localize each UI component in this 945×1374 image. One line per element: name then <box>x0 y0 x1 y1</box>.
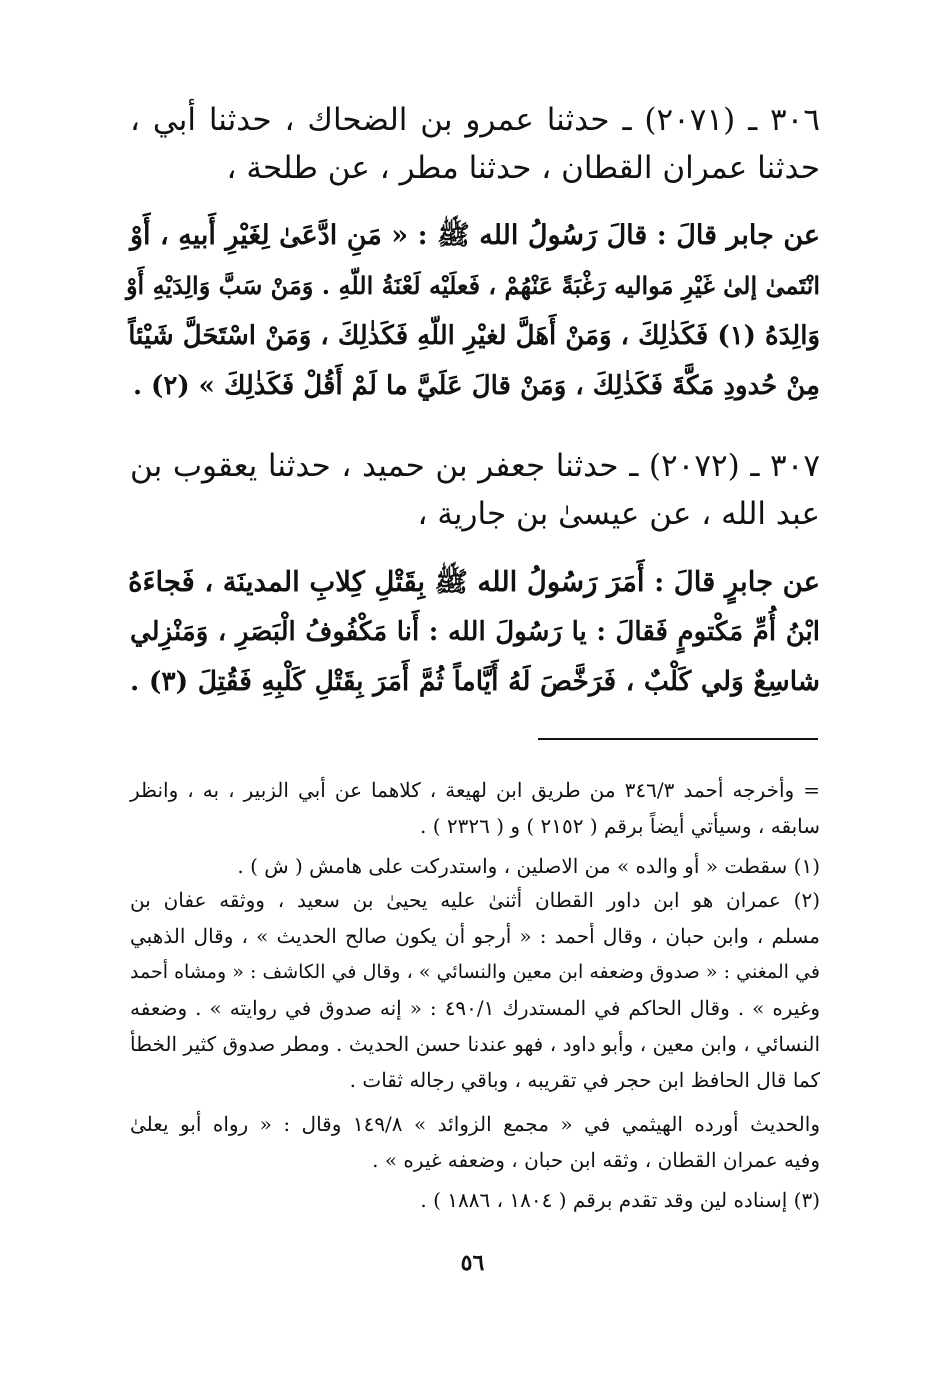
footnote-2-line-2: مسلم ، وابن حبان ، وقال أحمد : « أرجو أن يكون صالح الحديث » ، وقال الذهبي <box>130 924 820 948</box>
hadith-307-text-line-3: شاسِعٌ وَلي كَلْبٌ ، فَرَخَّصَ لَهُ أَيَّاماً ثُمَّ أَمَرَ بِقَتْلِ كَلْبِهِ فَقُتِلَ (٣) . <box>130 666 820 697</box>
footnote-separator <box>538 738 818 740</box>
page-number: ٥٦ <box>460 1250 485 1276</box>
footnote-2-line-1: (٢) عمران هو ابن داور القطان أثنىٰ عليه يحيىٰ بن سعيد ، ووثقه عفان بن <box>130 888 820 912</box>
hadith-306-text-line-1: عن جابر قالَ : قالَ رَسُولُ الله ﷺ : « مَنِ ادَّعَىٰ لِغَيْرِ أَبيهِ ، أَوْ <box>130 220 820 251</box>
hadith-307-text-line-2: ابْنُ أُمِّ مَكْتومٍ فَقالَ : يا رَسُولَ الله : أَنا مَكْفُوفُ الْبَصَرِ ، وَمَنْزِلي <box>130 617 820 647</box>
hadith-307-text-line-1: عن جابرٍ قالَ : أَمَرَ رَسُولُ الله ﷺ بِقَتْلِ كِلابِ المدينَة ، فَجاءَهُ <box>128 566 820 598</box>
hadith-306-text-line-3: وَالِدَهُ (١) فَكَذٰلِكَ ، وَمَنْ أَهَلَّ لغيْرِ اللّهِ فَكَذٰلِكَ ، وَمَنْ اسْتَحَلَّ شَيْئاً <box>128 321 820 351</box>
hadith-306-isnad-line-2: حدثنا عمران القطان ، حدثنا مطر ، عن طلحة ، <box>226 150 820 186</box>
footnote-2-line-4: وغيره » . وقال الحاكم في المستدرك ٤٩٠/١ : « إنه صدوق في روايته » . وضعفه <box>130 996 820 1020</box>
footnote-2-line-5: النسائي ، وابن معين ، وأبو داود ، فهو عندنا حسن الحديث . ومطر صدوق كثير الخطأ <box>130 1032 820 1056</box>
footnote-2-line-7: والحديث أورده الهيثمي في « مجمع الزوائد » ١٤٩/٨ وقال : « رواه أبو يعلىٰ <box>130 1112 820 1136</box>
footnote-2-line-6: كما قال الحافظ ابن حجر في تقريبه ، وباقي رجاله ثقات . <box>349 1068 820 1092</box>
footnote-2-line-3: في المغني : « صدوق وضعفه ابن معين والنسائي » ، وقال في الكاشف : « ومشاه أحمد <box>130 961 820 983</box>
footnote-continuation-line-1: = وأخرجه أحمد ٣٤٦/٣ من طريق ابن لهيعة ، كلاهما عن أبي الزبير ، به ، وانظر <box>130 778 820 802</box>
hadith-306-isnad-line-1: ٣٠٦ ـ (٢٠٧١) ـ حدثنا عمرو بن الضحاك ، حدثنا أبي ، <box>130 102 820 138</box>
footnote-3: (٣) إسناده لين وقد تقدم برقم ( ١٨٠٤ ، ١٨٨٦ ) . <box>420 1188 820 1212</box>
hadith-307-isnad-line-2: عبد الله ، عن عيسىٰ بن جارية ، <box>417 496 820 532</box>
footnote-2-line-8: وفيه عمران القطان ، وثقه ابن حبان ، وضعفه غيره » . <box>372 1148 820 1172</box>
hadith-307-isnad-line-1: ٣٠٧ ـ (٢٠٧٢) ـ حدثنا جعفر بن حميد ، حدثنا يعقوب بن <box>130 448 820 484</box>
hadith-306-text-line-2: انْتَمىٰ إلىٰ غَيْرِ مَواليه رَغْبَةً عَنْهُمْ ، فَعلَيْه لَعْنَةُ اللّهِ . وَمَنْ سَبَّ وَالِدَيْهِ أَوْ <box>125 271 820 300</box>
hadith-306-text-line-4: مِنْ حُدودِ مَكَّةَ فَكَذٰلِكَ ، وَمَنْ قالَ عَلَيَّ ما لَمْ أَقُلْ فَكَذٰلِكَ » (٢) . <box>132 371 820 401</box>
footnote-continuation-line-2: سابقه ، وسيأتي أيضاً برقم ( ٢١٥٢ ) و ( ٢٣٢٦ ) . <box>420 814 820 838</box>
footnote-1: (١) سقطت « أو والده » من الاصلين ، واستدركت على هامش ( ش ) . <box>237 854 820 878</box>
